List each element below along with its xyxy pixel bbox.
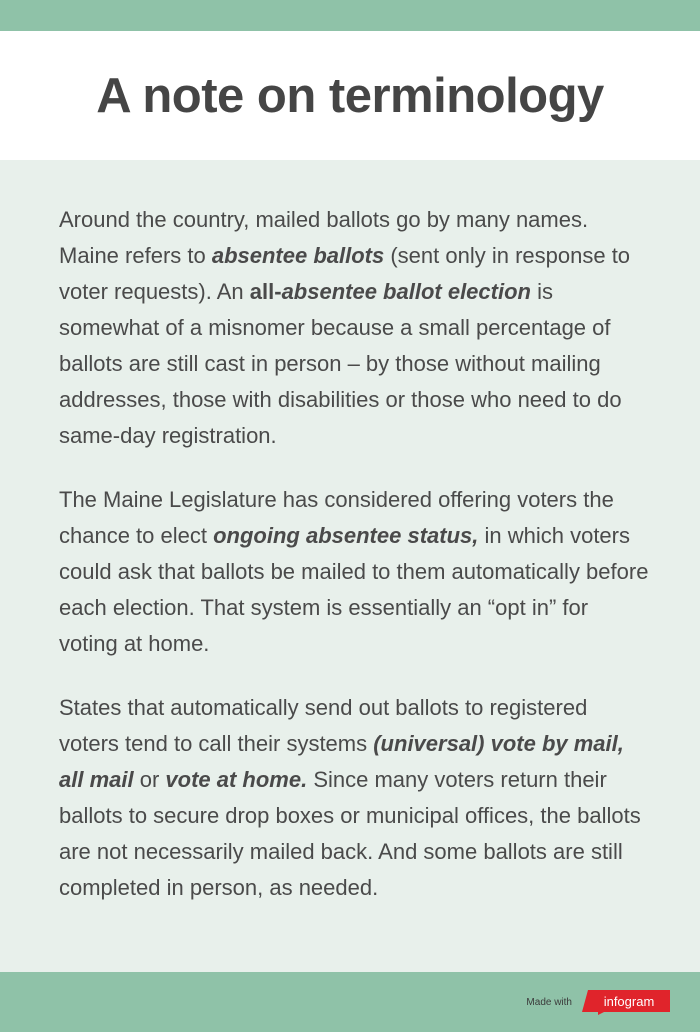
paragraph-absentee-ballots <box>59 202 649 454</box>
paragraph-ongoing-absentee <box>59 482 649 662</box>
content <box>59 202 649 934</box>
top-band <box>0 0 700 31</box>
term-vote-at-home: vote at home. <box>165 767 308 792</box>
footer <box>0 972 700 1032</box>
paragraph-vote-by-mail <box>59 690 649 906</box>
term-all-prefix: all- <box>249 279 282 304</box>
text-run: The Maine Legislature has considered offering voters the chance to elect <box>59 487 614 548</box>
term-vote-by-mail: (universal) vote by mail, all mail <box>59 731 624 792</box>
text-run: or <box>133 767 166 792</box>
infogram-logo <box>582 990 670 1015</box>
term-absentee-ballot-election: absentee ballot election <box>281 279 531 304</box>
term-ongoing-absentee-status: ongoing absentee status, <box>213 523 479 548</box>
made-with-label: Made with <box>526 997 572 1008</box>
header <box>0 31 700 160</box>
text-run: is somewhat of a misnomer because a small percentage of ballots are still cast in person – by those without mailing addresses, those with disabilities or those who need to do same-day registration. <box>59 279 622 448</box>
infogram-brand-text: infogram <box>603 994 655 1009</box>
text-run: Around the country, mailed ballots go by many names. Maine refers to <box>59 207 589 268</box>
page-title: A note on terminology <box>96 69 604 123</box>
text-run: States that automatically send out ballots to registered voters tend to call their systems <box>59 695 588 756</box>
text-run: Since many voters return their ballots to secure drop boxes or municipal offices, the ballots are not necessarily mailed back. And some ballots are still completed in person, as needed. <box>59 767 641 900</box>
made-with-infogram-link[interactable] <box>526 990 670 1015</box>
text-run: in which voters could ask that ballots be mailed to them automatically before each election. That system is essentially an “opt in” for voting at home. <box>59 523 649 656</box>
term-absentee-ballots: absentee ballots <box>211 243 385 268</box>
text-run: (sent only in response to voter requests). An <box>59 243 631 304</box>
